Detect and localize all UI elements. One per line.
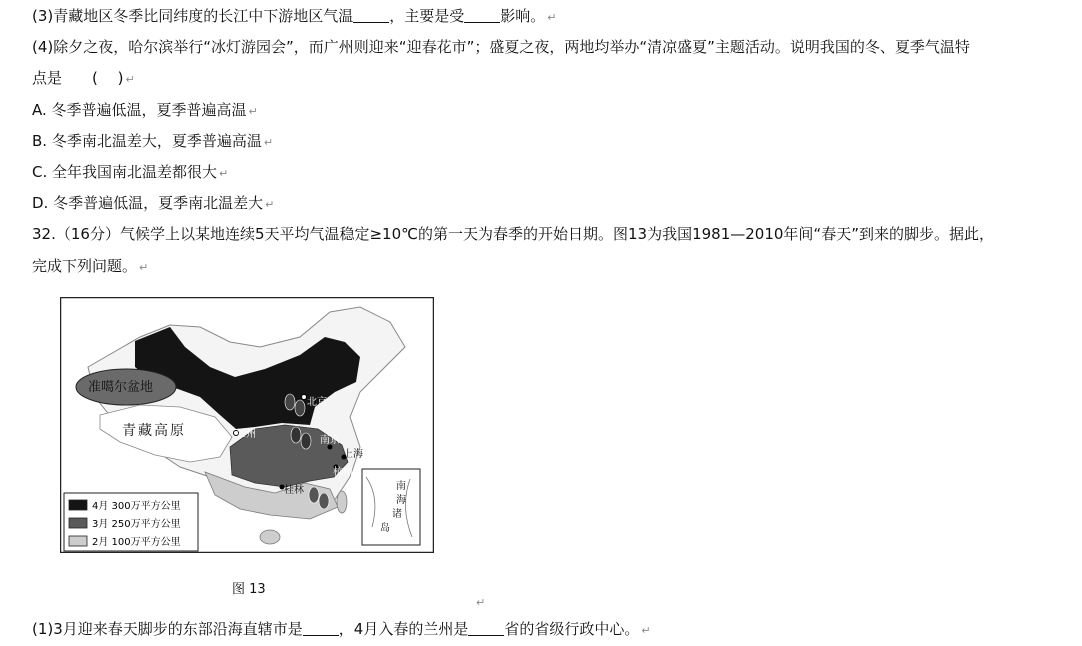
option-a-text: A. 冬季普遍低温，夏季普遍高温	[32, 101, 247, 119]
answer-blank[interactable]	[303, 621, 339, 636]
nanjing-label: 南京	[320, 435, 340, 446]
q4-line2	[32, 68, 135, 90]
paragraph-mark: ↵	[547, 11, 557, 24]
inset-label-1: 南	[396, 481, 406, 492]
q3-text-c: 影响。	[500, 7, 546, 25]
answer-blank[interactable]	[468, 621, 504, 636]
legend-label: 2月 100万平方公里	[92, 537, 181, 548]
paragraph-mark: ↵	[265, 198, 275, 211]
city-dot-beijing	[302, 395, 307, 400]
legend-swatch	[69, 500, 87, 510]
hangzhou-label: 杭州	[333, 467, 353, 478]
q32-1-line	[32, 619, 651, 641]
option-b-text: B. 冬季南北温差大，夏季普遍高温	[32, 132, 262, 150]
q3-text-a: (3)青藏地区冬季比同纬度的长江中下游地区气温	[32, 7, 354, 25]
q3-line	[32, 6, 557, 28]
hainan-island	[260, 530, 280, 544]
q4-line1: (4)除夕之夜，哈尔滨举行“冰灯游园会”，而广州则迎来“迎春花市”；盛夏之夜，两地均举办“清凉盛夏”主题活动。说明我国的冬、夏季气温特	[32, 38, 970, 56]
legend-label: 4月 300万平方公里	[92, 501, 181, 512]
option-c[interactable]	[32, 162, 228, 184]
south-sea-inset	[362, 469, 420, 545]
legend-label: 3月 250万平方公里	[92, 519, 181, 530]
china-spring-map	[60, 297, 434, 553]
q32-line2-text: 完成下列问题。	[32, 257, 138, 275]
q4-line2-text: 点是 ( )	[32, 69, 124, 87]
inset-label-4: 岛	[380, 523, 390, 534]
paragraph-mark: ↵	[641, 624, 651, 637]
q32-line1: 32.（16分）气候学上以某地连续5天平均气温稳定≥10℃的第一天为春季的开始日期。图13为我国1981—2010年间“春天”到来的脚步。据此，	[32, 225, 994, 243]
shanghai-label: 上海	[343, 449, 363, 460]
basin-label: 准噶尔盆地	[88, 380, 154, 395]
answer-blank[interactable]	[464, 8, 500, 23]
paragraph-mark: ↵	[219, 167, 229, 180]
option-a[interactable]	[32, 100, 258, 122]
plateau-label: 青藏高原	[122, 423, 186, 439]
inset-label-2: 海	[396, 495, 406, 506]
paragraph-mark: ↵	[139, 261, 149, 274]
beijing-label: 北京	[307, 397, 327, 408]
inset-label-3: 诸	[392, 509, 402, 520]
guilin-label: 桂林	[284, 485, 304, 496]
figure-caption: 图 13	[232, 582, 266, 597]
option-d[interactable]	[32, 193, 274, 215]
paragraph-mark: ↵	[248, 105, 258, 118]
q32-line2	[32, 256, 148, 278]
option-b[interactable]	[32, 131, 273, 153]
q3-text-b: ，主要是受	[389, 7, 465, 25]
q32-1-text-b: ，4月入春的兰州是	[338, 620, 469, 638]
map-svg	[60, 297, 434, 553]
paragraph-mark: ↵	[263, 136, 274, 149]
paragraph-mark: ↵	[476, 596, 486, 609]
q32-1-text-a: (1)3月迎来春天脚步的东部沿海直辖市是	[32, 620, 303, 638]
paragraph-mark: ↵	[125, 73, 135, 86]
option-d-text: D. 冬季普遍低温，夏季南北温差大	[32, 194, 264, 212]
legend-swatch	[69, 518, 87, 528]
q32-1-text-c: 省的省级行政中心。	[504, 620, 640, 638]
option-c-text: C. 全年我国南北温差都很大	[32, 163, 218, 181]
legend-swatch	[69, 536, 87, 546]
answer-blank[interactable]	[353, 8, 389, 23]
map-legend	[64, 493, 198, 551]
taiwan-island	[337, 491, 347, 513]
lanzhou-label: 兰州	[236, 429, 256, 440]
